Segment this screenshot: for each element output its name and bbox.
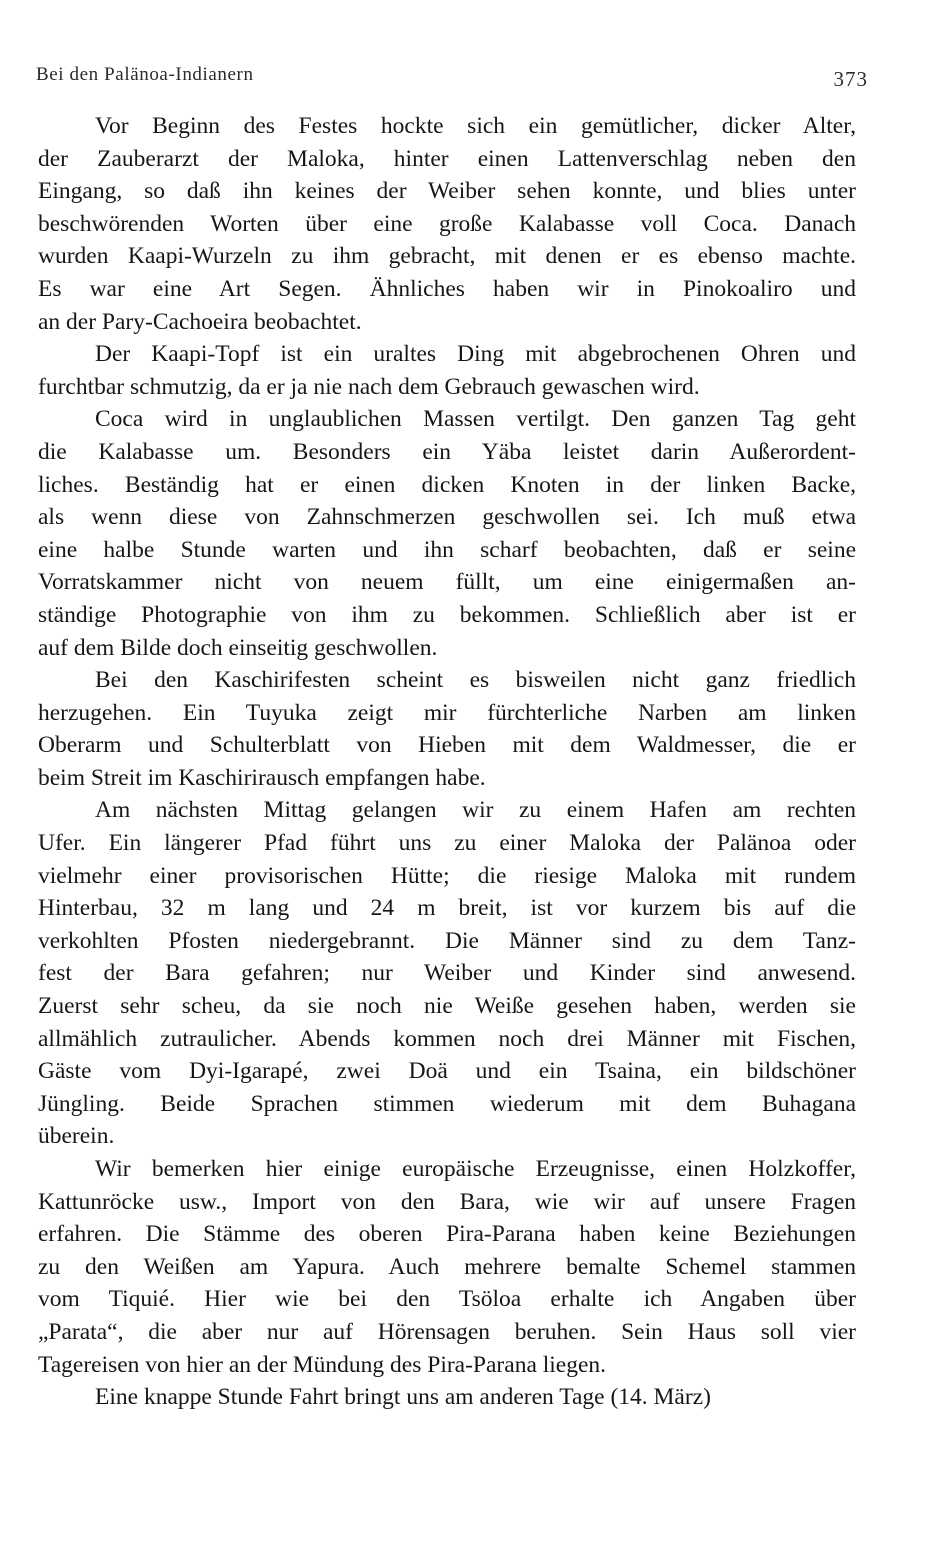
text-line: „Parata“, die aber nur auf Hörensagen beruhen. Sein Haus soll vier [38,1318,856,1345]
paragraph [38,1381,856,1414]
text-line: Gäste vom Dyi-Igarapé, zwei Doä und ein Tsaina, ein bildschöner [38,1058,856,1085]
text-line: Eingang, so daß ihn keines der Weiber sehen konnte, und blies unter [38,178,856,205]
text-line: an der Pary-Cachoeira beobachtet. [38,308,362,335]
text-line: Zuerst sehr scheu, da sie noch nie Weiße gesehen haben, werden sie [38,993,856,1020]
text-line: ständige Photographie von ihm zu bekommen. Schließlich aber ist er [38,601,856,628]
text-line: Bei den Kaschirifesten scheint es bisweilen nicht ganz friedlich [95,667,856,694]
text-line: liches. Beständig hat er einen dicken Knoten in der linken Backe, [38,471,856,498]
text-line: zu den Weißen am Yapura. Auch mehrere bemalte Schemel stammen [38,1253,856,1280]
paragraph [38,338,856,403]
text-line: Am nächsten Mittag gelangen wir zu einem Hafen am rechten [95,797,856,824]
text-line: Tagereisen von hier an der Mündung des Pira-Parana liegen. [38,1351,607,1378]
text-line: beim Streit im Kaschirirausch empfangen habe. [38,764,486,791]
paragraph [38,664,856,794]
body-text [38,110,856,1414]
text-line: die Kalabasse um. Besonders ein Yäba leistet darin Außerordent- [38,438,856,465]
text-line: beschwörenden Worten über eine große Kalabasse voll Coca. Danach [38,210,856,237]
paragraph [38,1153,856,1381]
text-line: der Zauberarzt der Maloka, hinter einen Lattenverschlag neben den [38,145,856,172]
paragraph [38,110,856,338]
text-line: Jüngling. Beide Sprachen stimmen wiederum mit dem Buhagana [38,1090,856,1117]
text-line: vielmehr einer provisorischen Hütte; die riesige Maloka mit rundem [38,862,856,889]
paragraph [38,403,856,664]
text-line: furchtbar schmutzig, da er ja nie nach dem Gebrauch gewaschen wird. [38,373,700,400]
text-line: Kattunröcke usw., Import von den Bara, wie wir auf unsere Fragen [38,1188,856,1215]
text-line: Ufer. Ein längerer Pfad führt uns zu einer Maloka der Palänoa oder [38,830,856,857]
text-line: fest der Bara gefahren; nur Weiber und Kinder sind anwesend. [38,960,856,987]
text-line: auf dem Bilde doch einseitig geschwollen. [38,634,438,661]
text-line: Wir bemerken hier einige europäische Erzeugnisse, einen Holzkoffer, [95,1156,856,1182]
text-line: Es war eine Art Segen. Ähnliches haben wir in Pinokoaliro und [38,275,856,302]
text-line: Eine knappe Stunde Fahrt bringt uns am anderen Tage (14. März) [95,1384,711,1411]
text-line: Coca wird in unglaublichen Massen vertilgt. Den ganzen Tag geht [95,406,856,433]
text-line: wurden Kaapi-Wurzeln zu ihm gebracht, mit denen er es ebenso machte. [38,243,856,270]
text-line: allmählich zutraulicher. Abends kommen noch drei Männer mit Fischen, [38,1025,856,1052]
page-number: 373 [833,67,868,91]
text-line: überein. [38,1123,115,1150]
text-line: verkohlten Pfosten niedergebrannt. Die Männer sind zu dem Tanz- [38,927,856,954]
text-line: vom Tiquié. Hier wie bei den Tsöloa erhalte ich Angaben über [38,1286,856,1313]
text-line: Oberarm und Schulterblatt von Hieben mit dem Waldmesser, die er [38,732,856,759]
text-line: Vor Beginn des Festes hockte sich ein gemütlicher, dicker Alter, [95,113,856,139]
text-line: Vorratskammer nicht von neuem füllt, um eine einigermaßen an- [38,569,856,596]
text-line: als wenn diese von Zahnschmerzen geschwollen sei. Ich muß etwa [38,504,856,531]
paragraph [38,794,856,1153]
text-line: herzugehen. Ein Tuyuka zeigt mir fürchterliche Narben am linken [38,699,856,726]
text-line: eine halbe Stunde warten und ihn scharf beobachten, daß er seine [38,536,856,563]
text-line: erfahren. Die Stämme des oberen Pira-Parana haben keine Beziehungen [38,1221,856,1248]
text-line: Hinterbau, 32 m lang und 24 m breit, ist vor kurzem bis auf die [38,895,856,922]
text-line: Der Kaapi-Topf ist ein uraltes Ding mit abgebrochenen Ohren und [95,341,856,368]
running-head: Bei den Palänoa-Indianern [36,64,254,85]
